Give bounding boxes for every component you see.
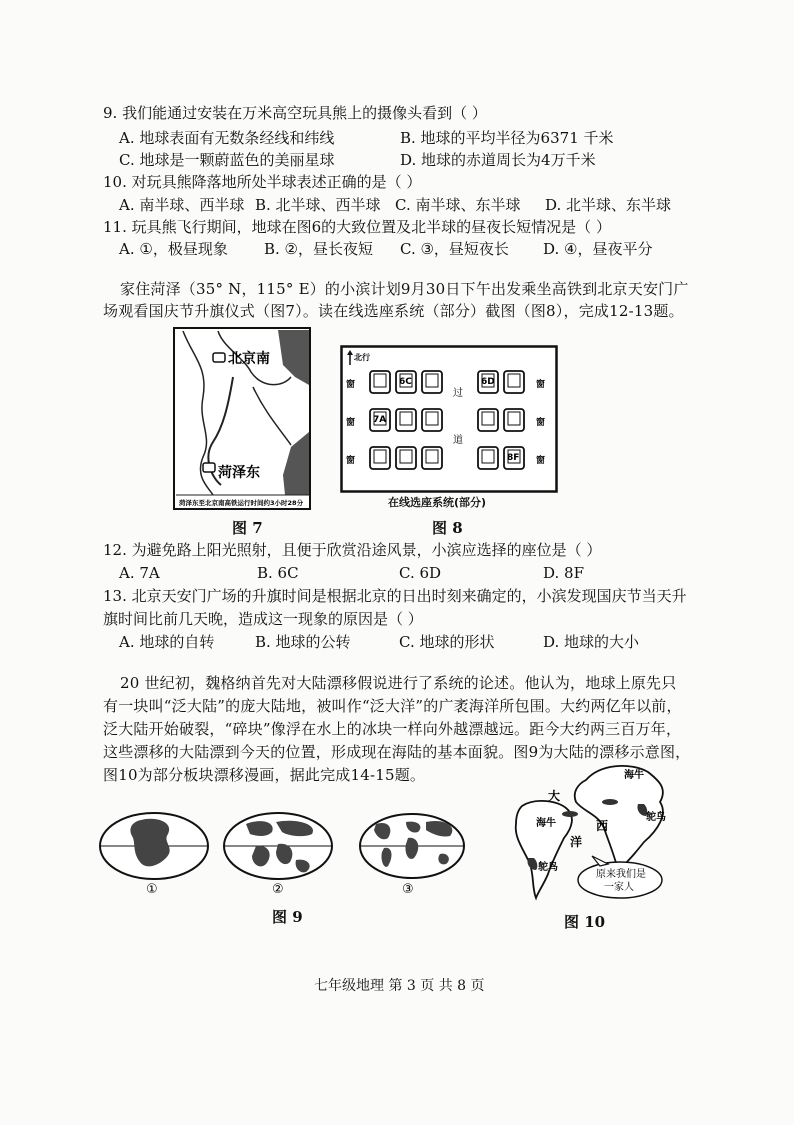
seat-r2-r0-back bbox=[482, 450, 494, 463]
passage2-line3: 泛大陆开始破裂，“碎块”像浮在水上的冰块一样向外越漂越远。距今大约两三百万年， bbox=[103, 720, 682, 738]
q11-option-c: C. ③，昼短夜长 bbox=[400, 240, 509, 258]
globe-3-label: ③ bbox=[402, 882, 414, 897]
passage2-line2: 有一块叫“泛大陆”的庞大陆地，被叫作“泛大洋”的广袤海洋所包围。大约两亿年以前， bbox=[103, 697, 682, 715]
figure-10-caption: 图 10 bbox=[564, 913, 606, 931]
seat-label-6C: 6C bbox=[399, 377, 412, 387]
label-beijingnan: 北京南 bbox=[228, 351, 270, 367]
label-yang: 洋 bbox=[570, 835, 583, 849]
figure-7-caption: 图 7 bbox=[232, 519, 263, 537]
manatee-1-icon bbox=[562, 811, 578, 817]
q10-option-d: D. 北半球、东半球 bbox=[545, 196, 672, 214]
q11-option-d: D. ④，昼夜平分 bbox=[543, 240, 653, 258]
seat-r2-l1-back bbox=[400, 450, 412, 463]
passage2-line1: 20 世纪初，魏格纳首先对大陆漂移假说进行了系统的论述。他认为，地球上原先只 bbox=[120, 674, 677, 692]
q10-option-b: B. 北半球、西半球 bbox=[255, 196, 381, 214]
seat-r2-l0-back bbox=[374, 450, 386, 463]
globe-1 bbox=[100, 813, 208, 879]
q10-stem: 10. 对玩具熊降落地所处半球表述正确的是（ ） bbox=[103, 173, 422, 191]
aisle-char-2: 道 bbox=[453, 435, 463, 446]
seat-r0-l0-back bbox=[374, 374, 386, 387]
figure-9-continental-drift bbox=[96, 808, 478, 900]
q9-option-c: C. 地球是一颗蔚蓝色的美丽星球 bbox=[119, 151, 335, 169]
q10-option-c: C. 南半球、东半球 bbox=[395, 196, 521, 214]
bubble-line1: 原来我们是 bbox=[596, 869, 646, 880]
q12-stem: 12. 为避免路上阳光照射，且便于欣赏沿途风景，小滨应选择的座位是（ ） bbox=[103, 541, 602, 559]
q12-option-b: B. 6C bbox=[257, 564, 299, 582]
globe-3 bbox=[360, 814, 464, 878]
globe-2-label: ② bbox=[272, 882, 284, 897]
aisle-char-1: 过 bbox=[453, 388, 463, 399]
window-marker-3: 窗 bbox=[536, 418, 546, 428]
q10-option-a: A. 南半球、西半球 bbox=[119, 196, 245, 214]
seat-label-7A: 7A bbox=[373, 415, 387, 425]
seat-r1-l2-back bbox=[426, 412, 438, 425]
q9-stem: 9. 我们能通过安装在万米高空玩具熊上的摄像头看到（ ） bbox=[103, 104, 487, 122]
window-marker-1: 窗 bbox=[536, 380, 546, 390]
q13-option-c: C. 地球的形状 bbox=[399, 633, 495, 651]
seat-r2-l2-back bbox=[426, 450, 438, 463]
q9-option-b: B. 地球的平均半径为6371 千米 bbox=[400, 129, 614, 147]
seat-label-8F: 8F bbox=[507, 453, 520, 463]
passage1-line1: 家住菏泽（35° N，115° E）的小滨计划9月30日下午出发乘坐高铁到北京天安门广 bbox=[120, 280, 689, 298]
q12-option-d: D. 8F bbox=[543, 564, 584, 582]
station-beijingnan-icon bbox=[213, 353, 225, 362]
q11-stem: 11. 玩具熊飞行期间，地球在图6的大致位置及北半球的昼夜长短情况是（ ） bbox=[103, 218, 611, 236]
q13-option-d: D. 地球的大小 bbox=[543, 633, 640, 651]
passage2-line5: 图10为部分板块漂移漫画，据此完成14-15题。 bbox=[103, 766, 426, 784]
figure-8-caption: 图 8 bbox=[432, 519, 463, 537]
figure-10-drift-cartoon bbox=[508, 758, 684, 908]
passage2-line4: 这些漂移的大陆漂到今天的位置，形成现在海陆的基本面貌。图9为大陆的漂移示意图， bbox=[103, 743, 691, 761]
seat-label-6D: 6D bbox=[481, 377, 495, 387]
label-da: 大 bbox=[548, 789, 561, 803]
figure-7-map bbox=[173, 327, 311, 510]
page-footer: 七年级地理 第 3 页 共 8 页 bbox=[314, 978, 485, 994]
figure-9-caption: 图 9 bbox=[272, 908, 303, 926]
seat-r1-l1-back bbox=[400, 412, 412, 425]
label-tuoniao-1: 鸵鸟 bbox=[538, 862, 558, 873]
label-hainiu-1: 海牛 bbox=[536, 818, 556, 829]
map-note: 菏泽东至北京南高铁运行时间约3小时28分 bbox=[179, 499, 304, 507]
window-marker-4: 窗 bbox=[346, 456, 356, 466]
label-hezedong: 菏泽东 bbox=[218, 465, 260, 481]
figure-8-seat-map bbox=[340, 345, 558, 493]
seat-r0-r1-back bbox=[508, 374, 520, 387]
q13-stem-line2: 旗时间比前几天晚，造成这一现象的原因是（ ） bbox=[103, 610, 423, 628]
q13-stem-line1: 13. 北京天安门广场的升旗时间是根据北京的日出时刻来确定的，小滨发现国庆节当天升 bbox=[103, 587, 687, 605]
q13-option-a: A. 地球的自转 bbox=[119, 633, 215, 651]
label-xi: 西 bbox=[596, 819, 609, 833]
seat-r1-r0-back bbox=[482, 412, 494, 425]
q11-option-a: A. ①，极昼现象 bbox=[119, 240, 228, 258]
passage1-line2: 场观看国庆节升旗仪式（图7）。读在线选座系统（部分）截图（图8），完成12-13题。 bbox=[103, 302, 684, 320]
q13-option-b: B. 地球的公转 bbox=[255, 633, 351, 651]
label-tuoniao-2: 鸵鸟 bbox=[646, 812, 666, 823]
q9-option-d: D. 地球的赤道周长为4万千米 bbox=[400, 151, 596, 169]
station-hezedong-icon bbox=[203, 463, 215, 472]
globe-2 bbox=[224, 813, 332, 879]
bubble-line2: 一家人 bbox=[604, 882, 634, 893]
label-hainiu-2: 海牛 bbox=[624, 770, 644, 781]
seat-r1-r1-back bbox=[508, 412, 520, 425]
q12-option-c: C. 6D bbox=[399, 564, 442, 582]
window-marker-5: 窗 bbox=[536, 456, 546, 466]
seat-system-label: 在线选座系统(部分) bbox=[388, 496, 487, 509]
q12-option-a: A. 7A bbox=[119, 564, 160, 582]
q9-option-a: A. 地球表面有无数条经线和纬线 bbox=[119, 129, 335, 147]
globe-1-label: ① bbox=[146, 882, 158, 897]
seat-r0-l2-back bbox=[426, 374, 438, 387]
manatee-2-icon bbox=[602, 799, 618, 805]
window-marker-0: 窗 bbox=[346, 380, 356, 390]
north-label: 北行 bbox=[354, 353, 370, 362]
q11-option-b: B. ②，昼长夜短 bbox=[264, 240, 374, 258]
window-marker-2: 窗 bbox=[346, 418, 356, 428]
